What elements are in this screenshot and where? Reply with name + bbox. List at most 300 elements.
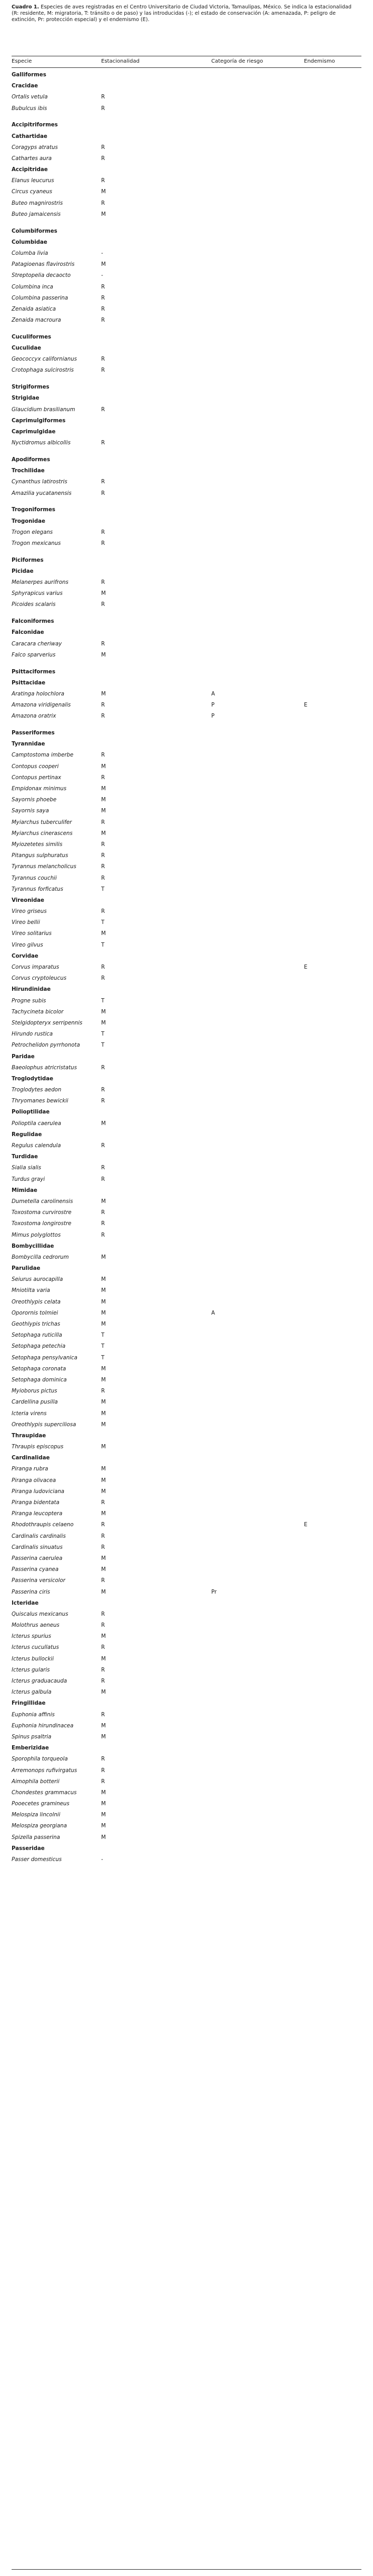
- species-row: [12, 1832, 361, 1843]
- seasonality-value: R: [101, 1767, 105, 1774]
- species-name: Rhodothraupis celaeno: [12, 1522, 74, 1528]
- species-row: [12, 1297, 361, 1308]
- family-name: Strigidae: [12, 395, 40, 402]
- family-name: Corvidae: [12, 953, 38, 959]
- species-name: Crotophaga sulcirostris: [12, 367, 74, 374]
- species-name: Piranga leucoptera: [12, 1511, 63, 1517]
- species-name: Amazona viridigenalis: [12, 702, 71, 709]
- family-row: [12, 393, 361, 404]
- family-name: Trogonidae: [12, 518, 45, 524]
- seasonality-value: R: [101, 1522, 105, 1528]
- seasonality-value: M: [101, 1801, 106, 1807]
- seasonality-value: T: [101, 1355, 105, 1361]
- species-row: [12, 1386, 361, 1397]
- caption-label: Cuadro 1.: [12, 4, 40, 10]
- seasonality-value: M: [101, 652, 106, 658]
- species-row: [12, 839, 361, 850]
- order-name: Accipitriformes: [12, 122, 58, 128]
- species-row: [12, 1364, 361, 1375]
- species-row: [12, 1308, 361, 1319]
- species-row: [12, 1230, 361, 1241]
- family-name: Fringillidae: [12, 1700, 46, 1707]
- family-name: Columbidae: [12, 239, 47, 245]
- row-spacer: [12, 114, 361, 120]
- species-name: Piranga ludoviciana: [12, 1488, 65, 1495]
- risk-value: Pr: [211, 1589, 217, 1595]
- species-name: Setophaga ruticilla: [12, 1332, 62, 1339]
- family-row: [12, 465, 361, 476]
- order-name: Galliformes: [12, 72, 46, 78]
- species-row: [12, 783, 361, 794]
- seasonality-value: T: [101, 1344, 105, 1350]
- species-name: Oporornis tolmiei: [12, 1310, 58, 1316]
- species-name: Melospiza georgiana: [12, 1823, 67, 1829]
- header-endemism: Endemismo: [304, 58, 335, 64]
- species-name: Setophaga dominica: [12, 1377, 67, 1383]
- seasonality-value: R: [101, 1232, 105, 1238]
- seasonality-value: R: [101, 1678, 105, 1684]
- header-rule: [12, 67, 361, 68]
- species-name: Thraupis episcopus: [12, 1444, 64, 1450]
- species-row: [12, 186, 361, 197]
- species-name: Mimus polyglottos: [12, 1232, 61, 1238]
- species-name: Icterus bullockii: [12, 1656, 54, 1662]
- species-name: Stelgidopteryx serripennis: [12, 1020, 83, 1026]
- order-row: [12, 332, 361, 343]
- species-row: [12, 1854, 361, 1865]
- family-name: Hirundinidae: [12, 987, 51, 993]
- seasonality-value: M: [101, 1823, 106, 1829]
- family-row: [12, 1073, 361, 1085]
- risk-value: A: [211, 691, 215, 697]
- species-name: Spinus psaltria: [12, 1734, 52, 1740]
- species-row: [12, 588, 361, 599]
- species-name: Passerina caerulea: [12, 1555, 63, 1561]
- species-row: [12, 1787, 361, 1798]
- species-row: [12, 1375, 361, 1386]
- species-row: [12, 750, 361, 761]
- species-row: [12, 639, 361, 650]
- family-name: Caprimulgidae: [12, 429, 56, 435]
- seasonality-value: M: [101, 1789, 106, 1796]
- family-row: [12, 81, 361, 92]
- seasonality-value: R: [101, 864, 105, 870]
- family-row: [12, 1151, 361, 1162]
- species-name: Geococcyx californianus: [12, 356, 77, 363]
- seasonality-value: -: [101, 273, 103, 279]
- seasonality-value: M: [101, 1589, 106, 1595]
- seasonality-value: T: [101, 998, 105, 1004]
- family-name: Accipitridae: [12, 167, 48, 173]
- species-name: Passerina cyanea: [12, 1567, 59, 1573]
- seasonality-value: M: [101, 1399, 106, 1406]
- seasonality-value: R: [101, 94, 105, 101]
- species-row: [12, 599, 361, 610]
- species-row: [12, 282, 361, 293]
- species-row: [12, 1553, 361, 1564]
- seasonality-value: M: [101, 1421, 106, 1428]
- seasonality-value: M: [101, 1254, 106, 1260]
- species-row: [12, 1508, 361, 1519]
- family-name: Psittacidae: [12, 680, 46, 686]
- species-row: [12, 1620, 361, 1631]
- species-row: [12, 1397, 361, 1408]
- seasonality-value: R: [101, 1667, 105, 1673]
- species-name: Aimophila botterii: [12, 1778, 60, 1785]
- seasonality-value: R: [101, 284, 105, 290]
- seasonality-value: R: [101, 178, 105, 184]
- species-row: [12, 1062, 361, 1073]
- species-row: [12, 365, 361, 376]
- seasonality-value: R: [101, 1623, 105, 1629]
- species-name: Pitangus sulphuratus: [12, 853, 68, 859]
- species-name: Streptopelia decaocto: [12, 273, 71, 279]
- row-spacer: [12, 549, 361, 555]
- species-row: [12, 1018, 361, 1029]
- species-table: [12, 69, 361, 1865]
- family-name: Cracidae: [12, 83, 38, 89]
- seasonality-value: M: [101, 591, 106, 597]
- seasonality-value: M: [101, 1734, 106, 1740]
- species-name: Tachycineta bicolor: [12, 1009, 64, 1015]
- seasonality-value: -: [101, 251, 103, 256]
- family-row: [12, 984, 361, 995]
- species-row: [12, 1654, 361, 1665]
- species-row: [12, 538, 361, 549]
- species-row: [12, 1486, 361, 1497]
- endemism-value: E: [304, 964, 308, 970]
- seasonality-value: M: [101, 1656, 106, 1662]
- species-row: [12, 1676, 361, 1687]
- species-row: [12, 1408, 361, 1419]
- seasonality-value: M: [101, 1009, 106, 1015]
- family-row: [12, 1698, 361, 1709]
- species-row: [12, 175, 361, 186]
- species-name: Vireo bellii: [12, 920, 40, 926]
- seasonality-value: R: [101, 540, 105, 546]
- species-row: [12, 689, 361, 700]
- species-row: [12, 1419, 361, 1430]
- seasonality-value: R: [101, 1098, 105, 1105]
- order-name: Caprimulgiformes: [12, 417, 66, 424]
- species-row: [12, 1765, 361, 1776]
- species-row: [12, 928, 361, 939]
- seasonality-value: M: [101, 797, 106, 803]
- species-row: [12, 850, 361, 861]
- species-name: Quiscalus mexicanus: [12, 1611, 68, 1617]
- family-row: [12, 739, 361, 750]
- seasonality-value: R: [101, 713, 105, 720]
- order-row: [12, 69, 361, 81]
- species-name: Myiozetetes similis: [12, 841, 63, 848]
- species-name: Icteria virens: [12, 1410, 47, 1417]
- seasonality-value: R: [101, 1533, 105, 1539]
- order-row: [12, 415, 361, 426]
- row-spacer: [12, 499, 361, 505]
- order-row: [12, 555, 361, 566]
- family-name: Falconidae: [12, 630, 44, 636]
- family-row: [12, 1453, 361, 1464]
- species-name: Buteo magnirostris: [12, 200, 63, 206]
- species-name: Cathartes aura: [12, 155, 52, 162]
- seasonality-value: M: [101, 1198, 106, 1205]
- seasonality-value: R: [101, 641, 105, 647]
- species-name: Toxostoma curvirostre: [12, 1210, 72, 1216]
- species-name: Cardellina pusilla: [12, 1399, 58, 1406]
- family-name: Bombycillidae: [12, 1243, 54, 1249]
- seasonality-value: R: [101, 909, 105, 915]
- seasonality-value: M: [101, 1834, 106, 1841]
- seasonality-value: M: [101, 1299, 106, 1305]
- species-name: Piranga olivacea: [12, 1477, 56, 1484]
- species-row: [12, 1609, 361, 1620]
- seasonality-value: M: [101, 1288, 106, 1294]
- species-name: Turdus grayi: [12, 1176, 45, 1182]
- species-name: Bombycilla cedrorum: [12, 1254, 69, 1260]
- species-name: Baeolophus atricristatus: [12, 1065, 77, 1071]
- species-name: Columbina passerina: [12, 295, 68, 301]
- species-name: Passer domesticus: [12, 1857, 62, 1863]
- family-row: [12, 895, 361, 906]
- seasonality-value: M: [101, 691, 106, 697]
- order-name: Piciformes: [12, 557, 44, 563]
- seasonality-value: R: [101, 1578, 105, 1584]
- species-row: [12, 1564, 361, 1575]
- species-name: Columbina inca: [12, 284, 53, 290]
- species-row: [12, 1285, 361, 1296]
- species-row: [12, 1196, 361, 1207]
- species-row: [12, 873, 361, 884]
- species-name: Sialia sialis: [12, 1165, 42, 1171]
- family-name: Vireonidae: [12, 897, 44, 903]
- species-name: Arremonops rufivirgatus: [12, 1767, 77, 1774]
- species-name: Troglodytes aedon: [12, 1087, 62, 1093]
- seasonality-value: R: [101, 155, 105, 162]
- species-row: [12, 861, 361, 872]
- seasonality-value: M: [101, 1567, 106, 1573]
- species-name: Melospiza lincolnii: [12, 1812, 61, 1818]
- species-row: [12, 1207, 361, 1218]
- species-row: [12, 1274, 361, 1285]
- species-name: Polioptila caerulea: [12, 1120, 61, 1127]
- species-name: Setophaga petechia: [12, 1344, 66, 1350]
- seasonality-value: T: [101, 886, 105, 892]
- species-row: [12, 1542, 361, 1553]
- seasonality-value: R: [101, 964, 105, 970]
- species-name: Trogon mexicanus: [12, 540, 61, 546]
- species-name: Thryomanes bewickii: [12, 1098, 68, 1105]
- seasonality-value: M: [101, 1812, 106, 1818]
- family-name: Turdidae: [12, 1154, 38, 1160]
- species-row: [12, 794, 361, 805]
- family-name: Picidae: [12, 568, 34, 574]
- seasonality-value: T: [101, 1042, 105, 1049]
- species-row: [12, 1687, 361, 1698]
- seasonality-value: R: [101, 295, 105, 301]
- row-spacer: [12, 376, 361, 382]
- seasonality-value: M: [101, 1366, 106, 1372]
- family-name: Mimidae: [12, 1187, 37, 1193]
- species-name: Glaucidium brasilianum: [12, 406, 75, 413]
- species-name: Aratinga holochlora: [12, 691, 64, 697]
- species-name: Chondestes grammacus: [12, 1789, 77, 1796]
- order-name: Trogoniformes: [12, 507, 55, 513]
- order-name: Psittaciformes: [12, 669, 56, 675]
- seasonality-value: R: [101, 976, 105, 982]
- family-row: [12, 1598, 361, 1609]
- seasonality-value: R: [101, 1087, 105, 1093]
- order-row: [12, 667, 361, 678]
- seasonality-value: R: [101, 752, 105, 759]
- species-name: Sayornis phoebe: [12, 797, 57, 803]
- species-name: Bubulcus ibis: [12, 105, 47, 112]
- species-name: Piranga rubra: [12, 1466, 48, 1473]
- species-name: Seiurus aurocapilla: [12, 1277, 63, 1283]
- seasonality-value: -: [101, 1857, 103, 1863]
- seasonality-value: M: [101, 830, 106, 837]
- header-seasonality: Estacionalidad: [101, 58, 140, 64]
- order-row: [12, 454, 361, 465]
- caption-text: Especies de aves registradas en el Centro Universitario de Ciudad Victoria, Tamaulipas, México. Se indica la estacionalidad (R: residente, M: migratoria, T: tránsito o de paso) y las introducidas (-); el estado de conservación (A: amenazada, P: peligro de extinción, Pr: protección especial) y el endemismo (E).: [12, 4, 352, 23]
- family-row: [12, 1129, 361, 1140]
- species-name: Icterus galbula: [12, 1689, 52, 1696]
- family-row: [12, 426, 361, 437]
- seasonality-value: R: [101, 774, 105, 781]
- endemism-value: E: [304, 702, 308, 709]
- species-name: Icterus gularis: [12, 1667, 50, 1673]
- family-row: [12, 343, 361, 354]
- order-row: [12, 504, 361, 515]
- seasonality-value: M: [101, 1410, 106, 1417]
- species-name: Myiarchus tuberculifer: [12, 819, 72, 825]
- species-row: [12, 962, 361, 973]
- species-row: [12, 1821, 361, 1832]
- species-row: [12, 906, 361, 917]
- species-name: Petrochelidon pyrrhonota: [12, 1042, 80, 1049]
- seasonality-value: M: [101, 211, 106, 217]
- species-row: [12, 1720, 361, 1732]
- seasonality-value: R: [101, 367, 105, 374]
- species-name: Camptostoma imberbe: [12, 752, 74, 759]
- species-name: Contopus cooperi: [12, 763, 59, 770]
- bottom-rule: [12, 2569, 361, 2570]
- species-name: Euphonia affinis: [12, 1712, 55, 1718]
- species-name: Tyrannus melancholicus: [12, 864, 76, 870]
- seasonality-value: R: [101, 580, 105, 586]
- row-spacer: [12, 449, 361, 454]
- species-name: Geothlypis trichas: [12, 1321, 61, 1327]
- family-name: Thraupidae: [12, 1433, 46, 1439]
- family-name: Cuculidae: [12, 345, 42, 352]
- species-row: [12, 259, 361, 270]
- seasonality-value: R: [101, 406, 105, 413]
- species-name: Spizella passerina: [12, 1834, 60, 1841]
- species-row: [12, 1464, 361, 1475]
- species-name: Molothrus aeneus: [12, 1623, 60, 1629]
- seasonality-value: M: [101, 1277, 106, 1283]
- family-name: Paridae: [12, 1053, 35, 1060]
- species-row: [12, 1085, 361, 1096]
- species-row: [12, 817, 361, 828]
- species-name: Setophaga coronata: [12, 1366, 66, 1372]
- species-row: [12, 1519, 361, 1530]
- seasonality-value: R: [101, 819, 105, 825]
- family-row: [12, 1107, 361, 1118]
- species-row: [12, 315, 361, 326]
- order-row: [12, 728, 361, 739]
- species-row: [12, 488, 361, 499]
- species-row: [12, 1665, 361, 1676]
- species-row: [12, 711, 361, 722]
- species-name: Passerina versicolor: [12, 1578, 65, 1584]
- species-name: Nyctidromus albicollis: [12, 440, 71, 446]
- seasonality-value: T: [101, 1332, 105, 1339]
- species-row: [12, 1040, 361, 1051]
- species-row: [12, 476, 361, 488]
- seasonality-value: R: [101, 490, 105, 496]
- species-row: [12, 1218, 361, 1229]
- row-spacer: [12, 722, 361, 728]
- species-name: Vireo solitarius: [12, 931, 52, 937]
- species-name: Caracara cheriway: [12, 641, 62, 647]
- species-row: [12, 996, 361, 1007]
- species-row: [12, 1798, 361, 1809]
- species-row: [12, 527, 361, 538]
- seasonality-value: M: [101, 1723, 106, 1729]
- species-name: Cardinalis cardinalis: [12, 1533, 66, 1539]
- species-row: [12, 940, 361, 951]
- species-name: Tyrannus forficatus: [12, 886, 63, 892]
- seasonality-value: M: [101, 1310, 106, 1316]
- species-name: Amazona oratrix: [12, 713, 56, 720]
- species-name: Sporophila torqueola: [12, 1756, 68, 1763]
- seasonality-value: R: [101, 1544, 105, 1550]
- species-row: [12, 1096, 361, 1107]
- seasonality-value: R: [101, 529, 105, 535]
- seasonality-value: T: [101, 1031, 105, 1038]
- seasonality-value: M: [101, 1321, 106, 1327]
- species-name: Setophaga pensylvanica: [12, 1355, 77, 1361]
- family-name: Passeridae: [12, 1845, 45, 1852]
- species-name: Icterus graduacauda: [12, 1678, 67, 1684]
- species-name: Circus cyaneus: [12, 189, 53, 195]
- species-row: [12, 1776, 361, 1787]
- family-row: [12, 678, 361, 689]
- seasonality-value: M: [101, 189, 106, 195]
- species-row: [12, 1441, 361, 1453]
- species-name: Euphonia hirundinacea: [12, 1723, 74, 1729]
- family-row: [12, 1051, 361, 1062]
- seasonality-value: R: [101, 1712, 105, 1718]
- order-name: Strigiformes: [12, 384, 50, 391]
- species-row: [12, 1809, 361, 1821]
- seasonality-value: M: [101, 1511, 106, 1517]
- species-name: Icterus cucullatus: [12, 1645, 59, 1651]
- species-name: Vireo gilvus: [12, 942, 43, 948]
- seasonality-value: M: [101, 1020, 106, 1026]
- family-name: Cardinalidae: [12, 1455, 50, 1461]
- species-row: [12, 1007, 361, 1018]
- species-name: Hirundo rustica: [12, 1031, 53, 1038]
- order-name: Columbiformes: [12, 228, 57, 234]
- species-name: Falco sparverius: [12, 652, 56, 658]
- seasonality-value: R: [101, 875, 105, 881]
- seasonality-value: R: [101, 1388, 105, 1395]
- seasonality-value: R: [101, 1756, 105, 1763]
- species-row: [12, 1587, 361, 1598]
- species-name: Tyrannus couchii: [12, 875, 57, 881]
- species-row: [12, 1162, 361, 1173]
